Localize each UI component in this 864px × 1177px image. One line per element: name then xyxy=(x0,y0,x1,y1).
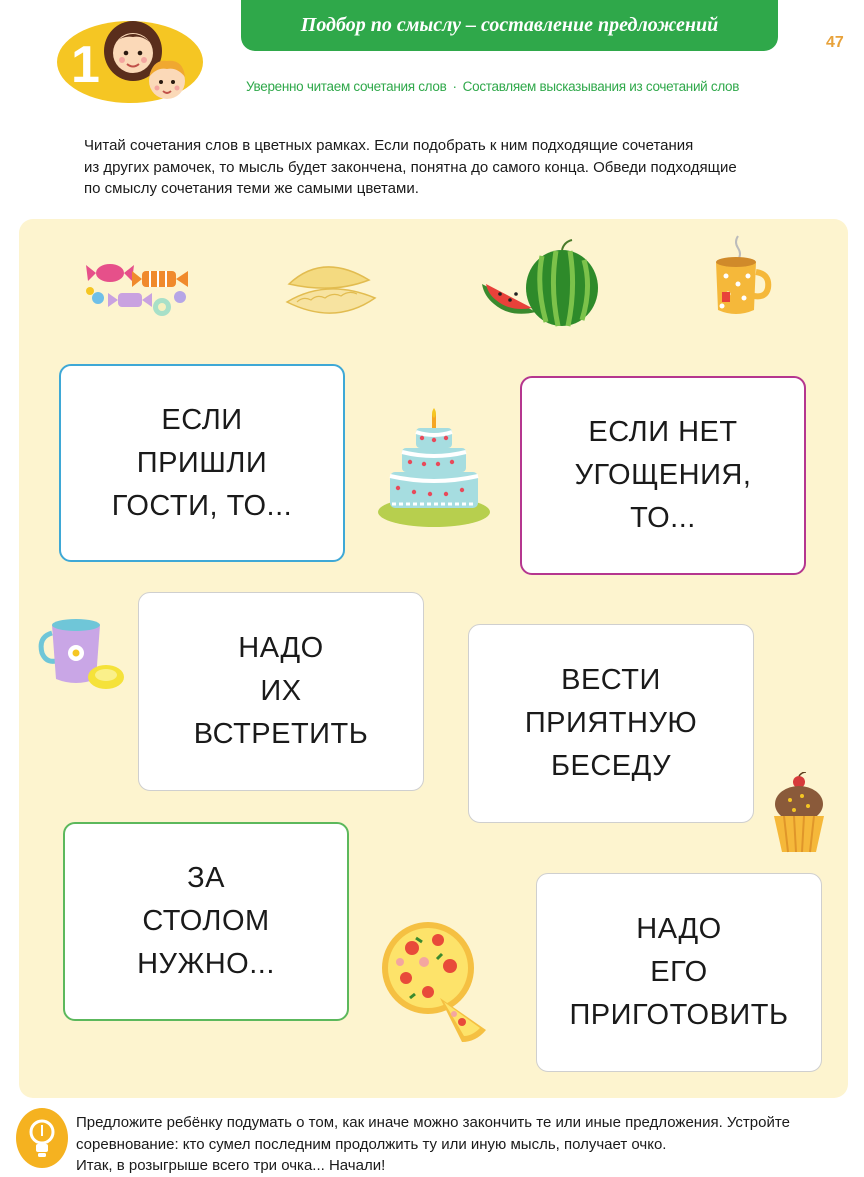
card-line: УГОЩЕНИЯ, xyxy=(574,459,752,491)
page-number: 47 xyxy=(826,34,844,51)
phrase-card-if-guests-came[interactable] xyxy=(59,364,345,562)
mother-child-icon xyxy=(97,15,203,107)
cup-lemon-icon xyxy=(38,613,130,693)
lightbulb-icon xyxy=(24,1116,60,1162)
card-line: СТОЛОМ xyxy=(142,905,270,937)
phrase-card-if-no-treats[interactable] xyxy=(520,376,806,575)
card-line: ЕСЛИ НЕТ xyxy=(588,416,738,448)
phrase-card-must-cook-it[interactable] xyxy=(536,873,822,1072)
card-line: ИХ xyxy=(260,675,302,707)
card-line: ВСТРЕТИТЬ xyxy=(193,718,369,750)
dumplings-icon xyxy=(283,258,383,322)
cupcake-icon xyxy=(770,772,828,854)
card-line: ЕСЛИ xyxy=(161,403,243,436)
subtitle-left: Уверенно читаем сочетания слов xyxy=(246,79,447,94)
card-line: ЗА xyxy=(187,862,225,894)
tip-line: Предложите ребёнку подумать о том, как иначе можно закончить те или иные предложения. Устройте xyxy=(76,1114,790,1131)
card-line: БЕСЕДУ xyxy=(550,750,672,782)
tea-mug-icon xyxy=(708,232,772,322)
cake-icon xyxy=(376,408,492,530)
card-line: НУЖНО... xyxy=(137,948,275,980)
instruction-line: из других рамочек, то мысль будет закончена, понятна до самого конца. Обведи подходящие xyxy=(84,158,737,176)
subtitle-right: Составляем высказывания из сочетаний слов xyxy=(462,79,740,94)
instruction-line: Читай сочетания слов в цветных рамках. Если подобрать к ним подходящие сочетания xyxy=(84,137,694,154)
tip-line: Итак, в розыгрыше всего три очка... Начали! xyxy=(76,1157,386,1174)
card-line: ПРИШЛИ xyxy=(136,446,268,479)
parent-tip xyxy=(76,1112,856,1177)
candies-icon xyxy=(80,253,195,323)
page-title: Подбор по смыслу – составление предложений xyxy=(241,0,778,51)
phrase-card-must-meet-them[interactable] xyxy=(138,592,424,791)
card-line: НАДО xyxy=(238,632,324,664)
subtitle-row xyxy=(246,79,739,94)
watermelon-icon xyxy=(480,236,600,328)
instruction-line: по смыслу сочетания теми же самыми цветами. xyxy=(84,180,419,197)
lesson-badge xyxy=(57,15,203,107)
pizza-icon xyxy=(380,918,492,1044)
card-line: НАДО xyxy=(636,913,722,945)
card-line: ПРИЯТНУЮ xyxy=(524,707,698,739)
card-line: ЕГО xyxy=(650,956,708,988)
tip-line: соревнование: кто сумел последним продолжить ту или иную мысль, получает очко. xyxy=(76,1135,667,1153)
phrase-card-at-the-table[interactable] xyxy=(63,822,349,1021)
phrase-card-pleasant-talk[interactable] xyxy=(468,624,754,823)
subtitle-separator: · xyxy=(452,79,457,94)
lesson-number: 1 xyxy=(71,36,100,94)
card-line: ВЕСТИ xyxy=(561,664,661,696)
card-line: ГОСТИ, ТО... xyxy=(111,489,293,522)
card-line: ТО... xyxy=(630,502,696,534)
instructions xyxy=(84,135,804,200)
card-line: ПРИГОТОВИТЬ xyxy=(569,999,789,1031)
